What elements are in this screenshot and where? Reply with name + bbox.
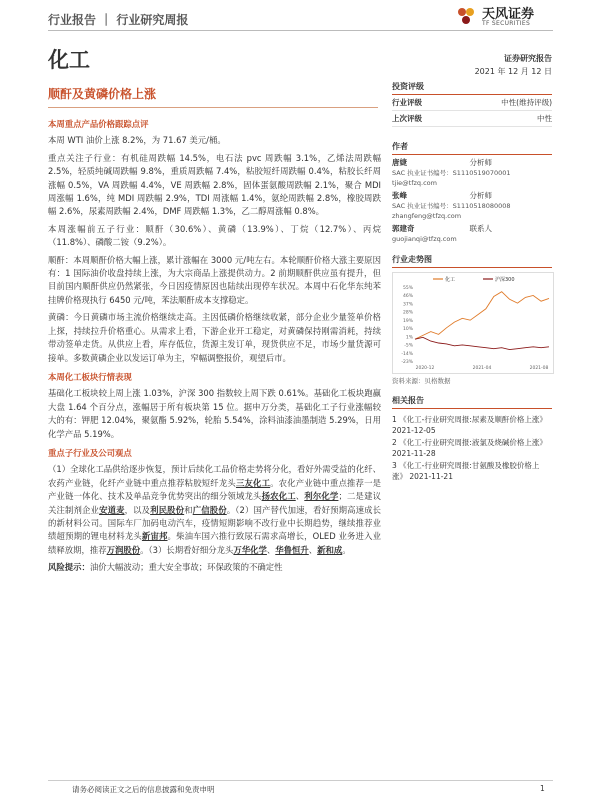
section-title-views: 重点子行业及公司观点 — [48, 447, 132, 458]
author-block: 张峰 分析师 SAC 执业证书编号：S1110518080008 zhangfeng@tfzq.com — [392, 191, 552, 221]
stock-link[interactable]: 三友化工 — [235, 477, 271, 488]
risk-label: 风险提示： — [48, 562, 90, 573]
stock-link[interactable]: 万华化学 — [233, 544, 267, 555]
author-email[interactable]: tjie@tfzq.com — [392, 179, 437, 187]
legend-label: 沪深300 — [495, 277, 515, 283]
authors-heading: 作者 — [392, 141, 552, 155]
y-tick-label: 28% — [402, 310, 413, 316]
author-block: 郭建奇 联系人 guojianqi@tfzq.com — [392, 224, 552, 244]
author-email[interactable]: zhangfeng@tfzq.com — [392, 212, 462, 220]
trend-heading: 行业走势图 — [392, 254, 552, 268]
series-line-1 — [415, 337, 549, 349]
y-tick-label: 19% — [402, 318, 413, 324]
stock-link[interactable]: 万润股份 — [106, 544, 141, 555]
related-reports — [392, 415, 552, 482]
rating-row: 行业评级 中性(维持评级) — [392, 95, 552, 111]
report-category: 行业报告 ｜ 行业研究周报 — [48, 13, 189, 27]
report-meta — [475, 52, 552, 78]
rating-row: 上次评级 中性 — [392, 111, 552, 127]
chart-source: 资料来源：贝格数据 — [392, 377, 451, 385]
paragraph-subindustries: 重点关注子行业：有机硅周跌幅 14.5%，电石法 pvc 周跌幅 3.1%，乙烯法周跌幅 2.5%，轻质纯碱周跌幅 9.8%，重质周跌幅 7.4%，粘胶短纤周跌幅 0.4%，粘胶长纤周涨幅 0.5%，VA 周跌幅 4.4%，VE 周跌幅 2.8%，固体蛋氨酸周跌幅 2.1%，聚合 MDI 周涨幅 1.6%，纯 MDI 周跌幅 2.9%，TDI 周涨幅 1.4%，氨纶周跌幅 2.8%，橡胶周跌幅 2.6%，尿素周跌幅 2.4%，DMF 周跌幅 1.3%，乙二醇周涨幅 0.8%。 — [48, 152, 381, 217]
page-number: 1 — [540, 784, 545, 793]
paragraph-maleic: 顺酐：本周顺酐价格大幅上涨，累计涨幅在 3000 元/吨左右。本轮顺酐价格大涨主要原因有：1 国际油价收盘持续上涨，为大宗商品上涨提供动力。2 前期顺酐供应虽有提升，但目前国内顺酐供应仍然紧张，今日因疫情原因也陆续出现停车状况。本周中石化华东纯苯挂牌价格现执行 6450 元/吨，苯法顺酐成本支撑稳定。 — [48, 254, 381, 305]
author-block: 唐婕 分析师 SAC 执业证书编号：S1110519070001 tjie@tfzq.com — [392, 158, 552, 188]
related-report-item[interactable]: 1 《化工-行业研究周报:尿素及顺酐价格上涨》 2021-12-05 — [392, 415, 547, 435]
paragraph-top5: 本周涨幅前五子行业：顺酐（30.6%）、黄磷（13.9%）、丁烷（12.7%）、丙烷（11.8%）、磷酸二铵（9.2%）。 — [48, 223, 381, 248]
rating-heading: 投资评级 — [392, 81, 552, 95]
stock-link[interactable]: 利民股份 — [150, 504, 185, 515]
related-report-item[interactable]: 3 《化工-行业研究周报:甘氨酸及橡胶价格上涨》 2021-11-21 — [392, 461, 540, 481]
related-heading: 相关报告 — [392, 395, 552, 409]
paragraph-market: 基础化工板块较上周上涨 1.03%，沪深 300 指数较上周下跌 0.61%。基础化工板块跑赢大盘 1.64 个百分点，涨幅居于所有板块第 15 位。据申万分类，基础化工子行业涨幅较大的有：钾肥 12.04%，聚氨酯 5.92%，轮胎 5.54%，涂料油漆油墨制造 5.29%，日用化学产品 5.19%。 — [48, 388, 381, 439]
paragraph-oil: 本周 WTI 油价上涨 8.2%，为 71.67 美元/桶。 — [48, 135, 226, 146]
legend-label: 化工 — [445, 277, 456, 283]
report-date: 2021 年 12 月 12 日 — [474, 67, 552, 76]
stock-link[interactable]: 华鲁恒升 — [275, 544, 309, 555]
x-tick-label: 2021-04 — [472, 366, 492, 371]
stock-link[interactable]: 安道麦 — [99, 504, 125, 515]
logo-name: 天风证券 — [482, 7, 535, 22]
sidebar — [392, 77, 552, 484]
disclaimer-note: 请务必阅读正文之后的信息披露和免责申明 — [72, 785, 215, 794]
stock-link[interactable]: 新和成 — [317, 544, 343, 555]
y-tick-label: 37% — [402, 302, 413, 308]
y-tick-label: 1% — [405, 335, 413, 341]
header-divider — [48, 30, 553, 31]
y-tick-label: -14% — [401, 351, 413, 357]
paragraph-views: （1）全球化工品供给逐步恢复，预计后续化工品价格走势将分化，看好外需受益的化纤、农药产业链，化纤产业链中重点推荐粘胶短纤龙头三友化工。农化产业链中重点推荐一是产业链一体化、技术及单品竞争优势突出的细分领域龙头扬农化工、利尔化学；二是建议关注制剂企业安道麦，以及利民股份和广信股份。（2）国产替代加速，看好预期高速成长的新材料公司。国际车厂加码电动汽车，疫情短期影响不改行业中长期趋势，继续推荐业绩超预期的锂电材料龙头新宙邦。柴油车国六推行致尿石需求高增长，OLED 业务进入业绩释放期，推荐万润股份。（3）长期看好细分龙头万华化学、华鲁恒升、新和成。 — [48, 464, 382, 555]
body-text — [48, 112, 381, 579]
section-title-prices: 本周重点产品价格跟踪点评 — [48, 119, 149, 129]
y-tick-label: -23% — [401, 360, 413, 365]
footer-divider — [48, 780, 553, 781]
industry-trend-chart — [392, 272, 554, 374]
paragraph-phosphorus: 黄磷：今日黄磷市场主流价格继续走高。主因低磷价格继续收紧，部分企业少量签单价格上探，持续拉升价格重心。从需求上看，下游企业开工稳定，对黄磷保持刚需消耗，持续带动签单走货。从供应上看，库存低位，货源主发订单，现货供应不足，市场少量货源可接单。多数黄磷企业以发运订单为主，窄幅调整报价，观望后市。 — [48, 312, 381, 363]
stock-link[interactable]: 利尔化学 — [304, 491, 339, 502]
related-report-item[interactable]: 2 《化工-行业研究周报:液氯及烧碱价格上涨》 2021-11-28 — [392, 438, 547, 458]
author-email[interactable]: guojianqi@tfzq.com — [392, 235, 457, 243]
main-title: 顺酐及黄磷价格上涨 — [48, 85, 378, 108]
y-tick-label: 55% — [402, 286, 413, 291]
x-tick-label: 2020-12 — [415, 366, 435, 371]
x-tick-label: 2021-08 — [529, 366, 549, 371]
industry-title: 化工 — [48, 48, 90, 72]
risk-paragraph: 风险提示：油价大幅波动；重大安全事故；环保政策的不确定性 — [48, 562, 283, 573]
stock-link[interactable]: 扬农化工 — [261, 491, 296, 502]
logo-english: TF SECURITIES — [482, 20, 531, 27]
stock-link[interactable]: 广信股份 — [192, 504, 227, 515]
y-tick-label: -5% — [404, 343, 413, 349]
y-tick-label: 10% — [402, 327, 413, 333]
series-line-0 — [415, 292, 549, 340]
stock-link[interactable]: 新宙邦 — [141, 531, 168, 542]
section-title-market: 本周化工板块行情表现 — [48, 371, 132, 382]
report-type: 证券研究报告 — [504, 54, 552, 63]
y-tick-label: 46% — [402, 294, 413, 300]
